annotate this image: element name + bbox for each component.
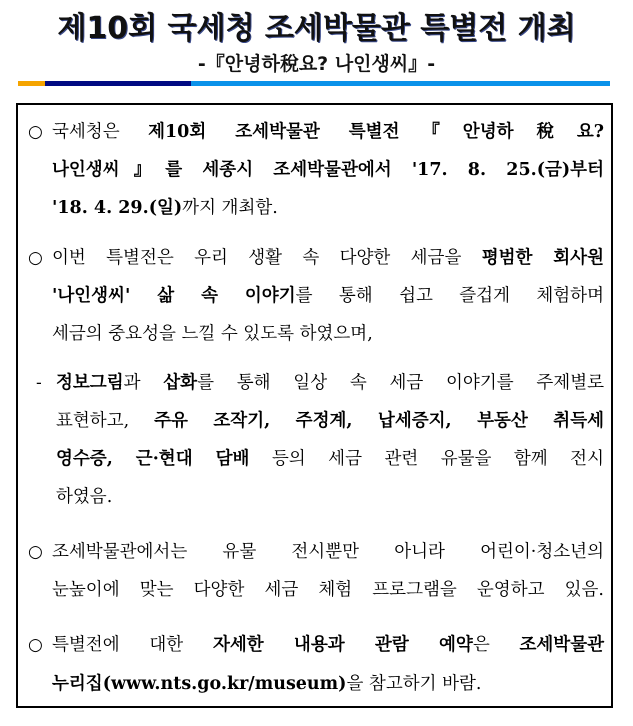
text-run-bold: 삽화 (163, 373, 198, 393)
text-run: 를 통해 일상 속 세금 이야기를 주제별로 (197, 373, 605, 393)
divider-accent-orange (18, 81, 45, 86)
text-run-bold: 제10회 조세박물관 특별전『안녕하稅요? (148, 122, 604, 142)
paragraph-2-line-3 (52, 322, 373, 346)
paragraph-3-line-2 (56, 409, 604, 433)
paragraph-5-line-1 (52, 633, 604, 657)
text-run: 세금의 중요성을 느낄 수 있도록 하였으며, (52, 324, 373, 344)
paragraph-1-line-1 (52, 120, 604, 144)
text-run: 하였음. (56, 487, 113, 507)
paragraph-1-line-2 (52, 158, 604, 182)
text-run: 국세청은 (52, 122, 149, 142)
text-run: 특별전에 대한 (52, 635, 213, 655)
circle-bullet-icon: ○ (28, 248, 43, 268)
paragraph-1-line-3 (52, 196, 278, 220)
paragraph-2-line-2 (52, 284, 604, 308)
text-run: 눈높이에 맞는 다양한 세금 체험 프로그램을 운영하고 있음. (52, 580, 604, 600)
paragraph-3-line-4 (56, 485, 112, 509)
text-run: 을 참고하기 바람. (346, 674, 482, 694)
text-run: 이번 특별전은 우리 생활 속 다양한 세금을 (52, 248, 482, 268)
text-run: 를 통해 쉽고 즐겁게 체험하며 (295, 286, 604, 306)
text-run: 과 (123, 373, 164, 393)
divider-accent-navy (45, 81, 191, 86)
text-run-bold: '나인생씨' 삶 속 이야기 (52, 286, 296, 306)
paragraph-2-line-1 (52, 246, 604, 270)
paragraph-4-line-2 (52, 578, 604, 602)
page-subtitle: -『안녕하稅요? 나인생씨』- (197, 53, 436, 75)
text-run-bold: '18. 4. 29.(일) (52, 198, 183, 218)
page-title: 제10회 국세청 조세박물관 특별전 개최 (57, 11, 576, 46)
text-run-bold: 조세박물관 (519, 635, 605, 655)
circle-bullet-icon: ○ (28, 635, 43, 655)
divider-accent-blue (191, 81, 610, 86)
text-run-bold: 영수증, 근·현대 담배 (56, 449, 250, 469)
paragraph-3-line-1 (56, 371, 604, 395)
text-run: 은 (472, 635, 520, 655)
content-box (16, 103, 613, 708)
text-run: 까지 개최함. (182, 198, 278, 218)
paragraph-5-line-2 (52, 672, 481, 696)
text-run-bold: 평범한 회사원 (481, 248, 604, 268)
circle-bullet-icon: ○ (28, 122, 43, 142)
paragraph-3-line-3 (56, 447, 604, 471)
text-run-bold: 정보그림 (56, 373, 124, 393)
dash-bullet-icon: - (36, 373, 42, 393)
text-run-bold: 주유 조작기, 주정계, 납세증지, 부동산 취득세 (154, 411, 605, 431)
text-run: 조세박물관에서는 유물 전시뿐만 아니라 어린이·청소년의 (52, 542, 604, 562)
text-run: 등의 세금 관련 유물을 함께 전시 (249, 449, 604, 469)
museum-url-link[interactable]: 누리집(www.nts.go.kr/museum) (52, 674, 347, 694)
text-run-bold: 자세한 내용과 관람 예약 (212, 635, 473, 655)
circle-bullet-icon: ○ (28, 542, 43, 562)
paragraph-4-line-1 (52, 540, 604, 564)
text-run-bold: 나인생씨』를 세종시 조세박물관에서 '17. 8. 25.(금)부터 (52, 160, 604, 180)
text-run: 표현하고, (56, 411, 155, 431)
